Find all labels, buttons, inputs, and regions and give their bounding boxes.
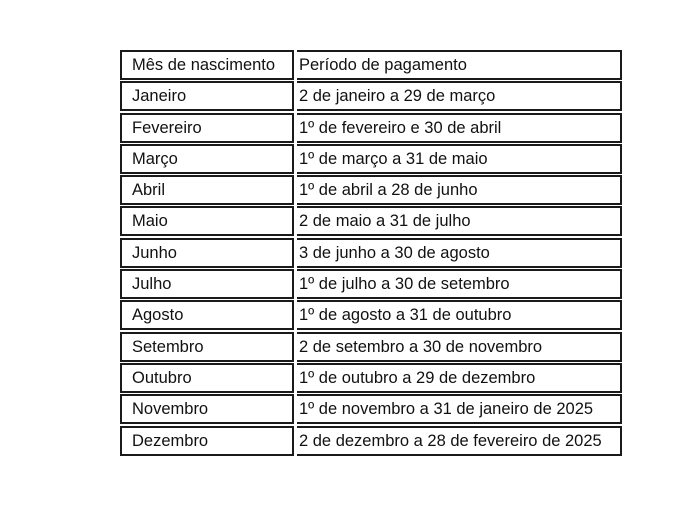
table-row xyxy=(120,300,622,331)
row-month: Setembro xyxy=(120,332,294,362)
table-row xyxy=(120,144,622,175)
row-month: Agosto xyxy=(120,300,294,330)
table-row xyxy=(120,394,622,425)
row-period: 1º de agosto a 31 de outubro xyxy=(297,300,622,330)
header-payment-period: Período de pagamento xyxy=(297,50,622,80)
row-month: Fevereiro xyxy=(120,113,294,143)
table-row xyxy=(120,332,622,363)
table-row xyxy=(120,175,622,206)
row-period: 1º de fevereiro e 30 de abril xyxy=(297,113,622,143)
row-month: Abril xyxy=(120,175,294,205)
row-month: Julho xyxy=(120,269,294,299)
table-row xyxy=(120,113,622,144)
row-period: 2 de janeiro a 29 de março xyxy=(297,81,622,111)
table-row xyxy=(120,81,622,112)
row-period: 2 de setembro a 30 de novembro xyxy=(297,332,622,362)
table-header-row xyxy=(120,50,622,81)
row-month: Maio xyxy=(120,206,294,236)
row-period: 3 de junho a 30 de agosto xyxy=(297,238,622,268)
header-birth-month: Mês de nascimento xyxy=(120,50,294,80)
row-period: 1º de abril a 28 de junho xyxy=(297,175,622,205)
row-month: Março xyxy=(120,144,294,174)
row-month: Janeiro xyxy=(120,81,294,111)
row-period: 2 de maio a 31 de julho xyxy=(297,206,622,236)
row-month: Junho xyxy=(120,238,294,268)
row-month: Dezembro xyxy=(120,426,294,456)
table-row xyxy=(120,426,622,457)
row-period: 1º de outubro a 29 de dezembro xyxy=(297,363,622,393)
payment-schedule-table xyxy=(120,50,622,457)
table-row xyxy=(120,363,622,394)
table-row xyxy=(120,238,622,269)
row-period: 2 de dezembro a 28 de fevereiro de 2025 xyxy=(297,426,622,456)
table-row xyxy=(120,206,622,237)
row-month: Outubro xyxy=(120,363,294,393)
row-period: 1º de novembro a 31 de janeiro de 2025 xyxy=(297,394,622,424)
row-period: 1º de julho a 30 de setembro xyxy=(297,269,622,299)
row-month: Novembro xyxy=(120,394,294,424)
row-period: 1º de março a 31 de maio xyxy=(297,144,622,174)
table-row xyxy=(120,269,622,300)
